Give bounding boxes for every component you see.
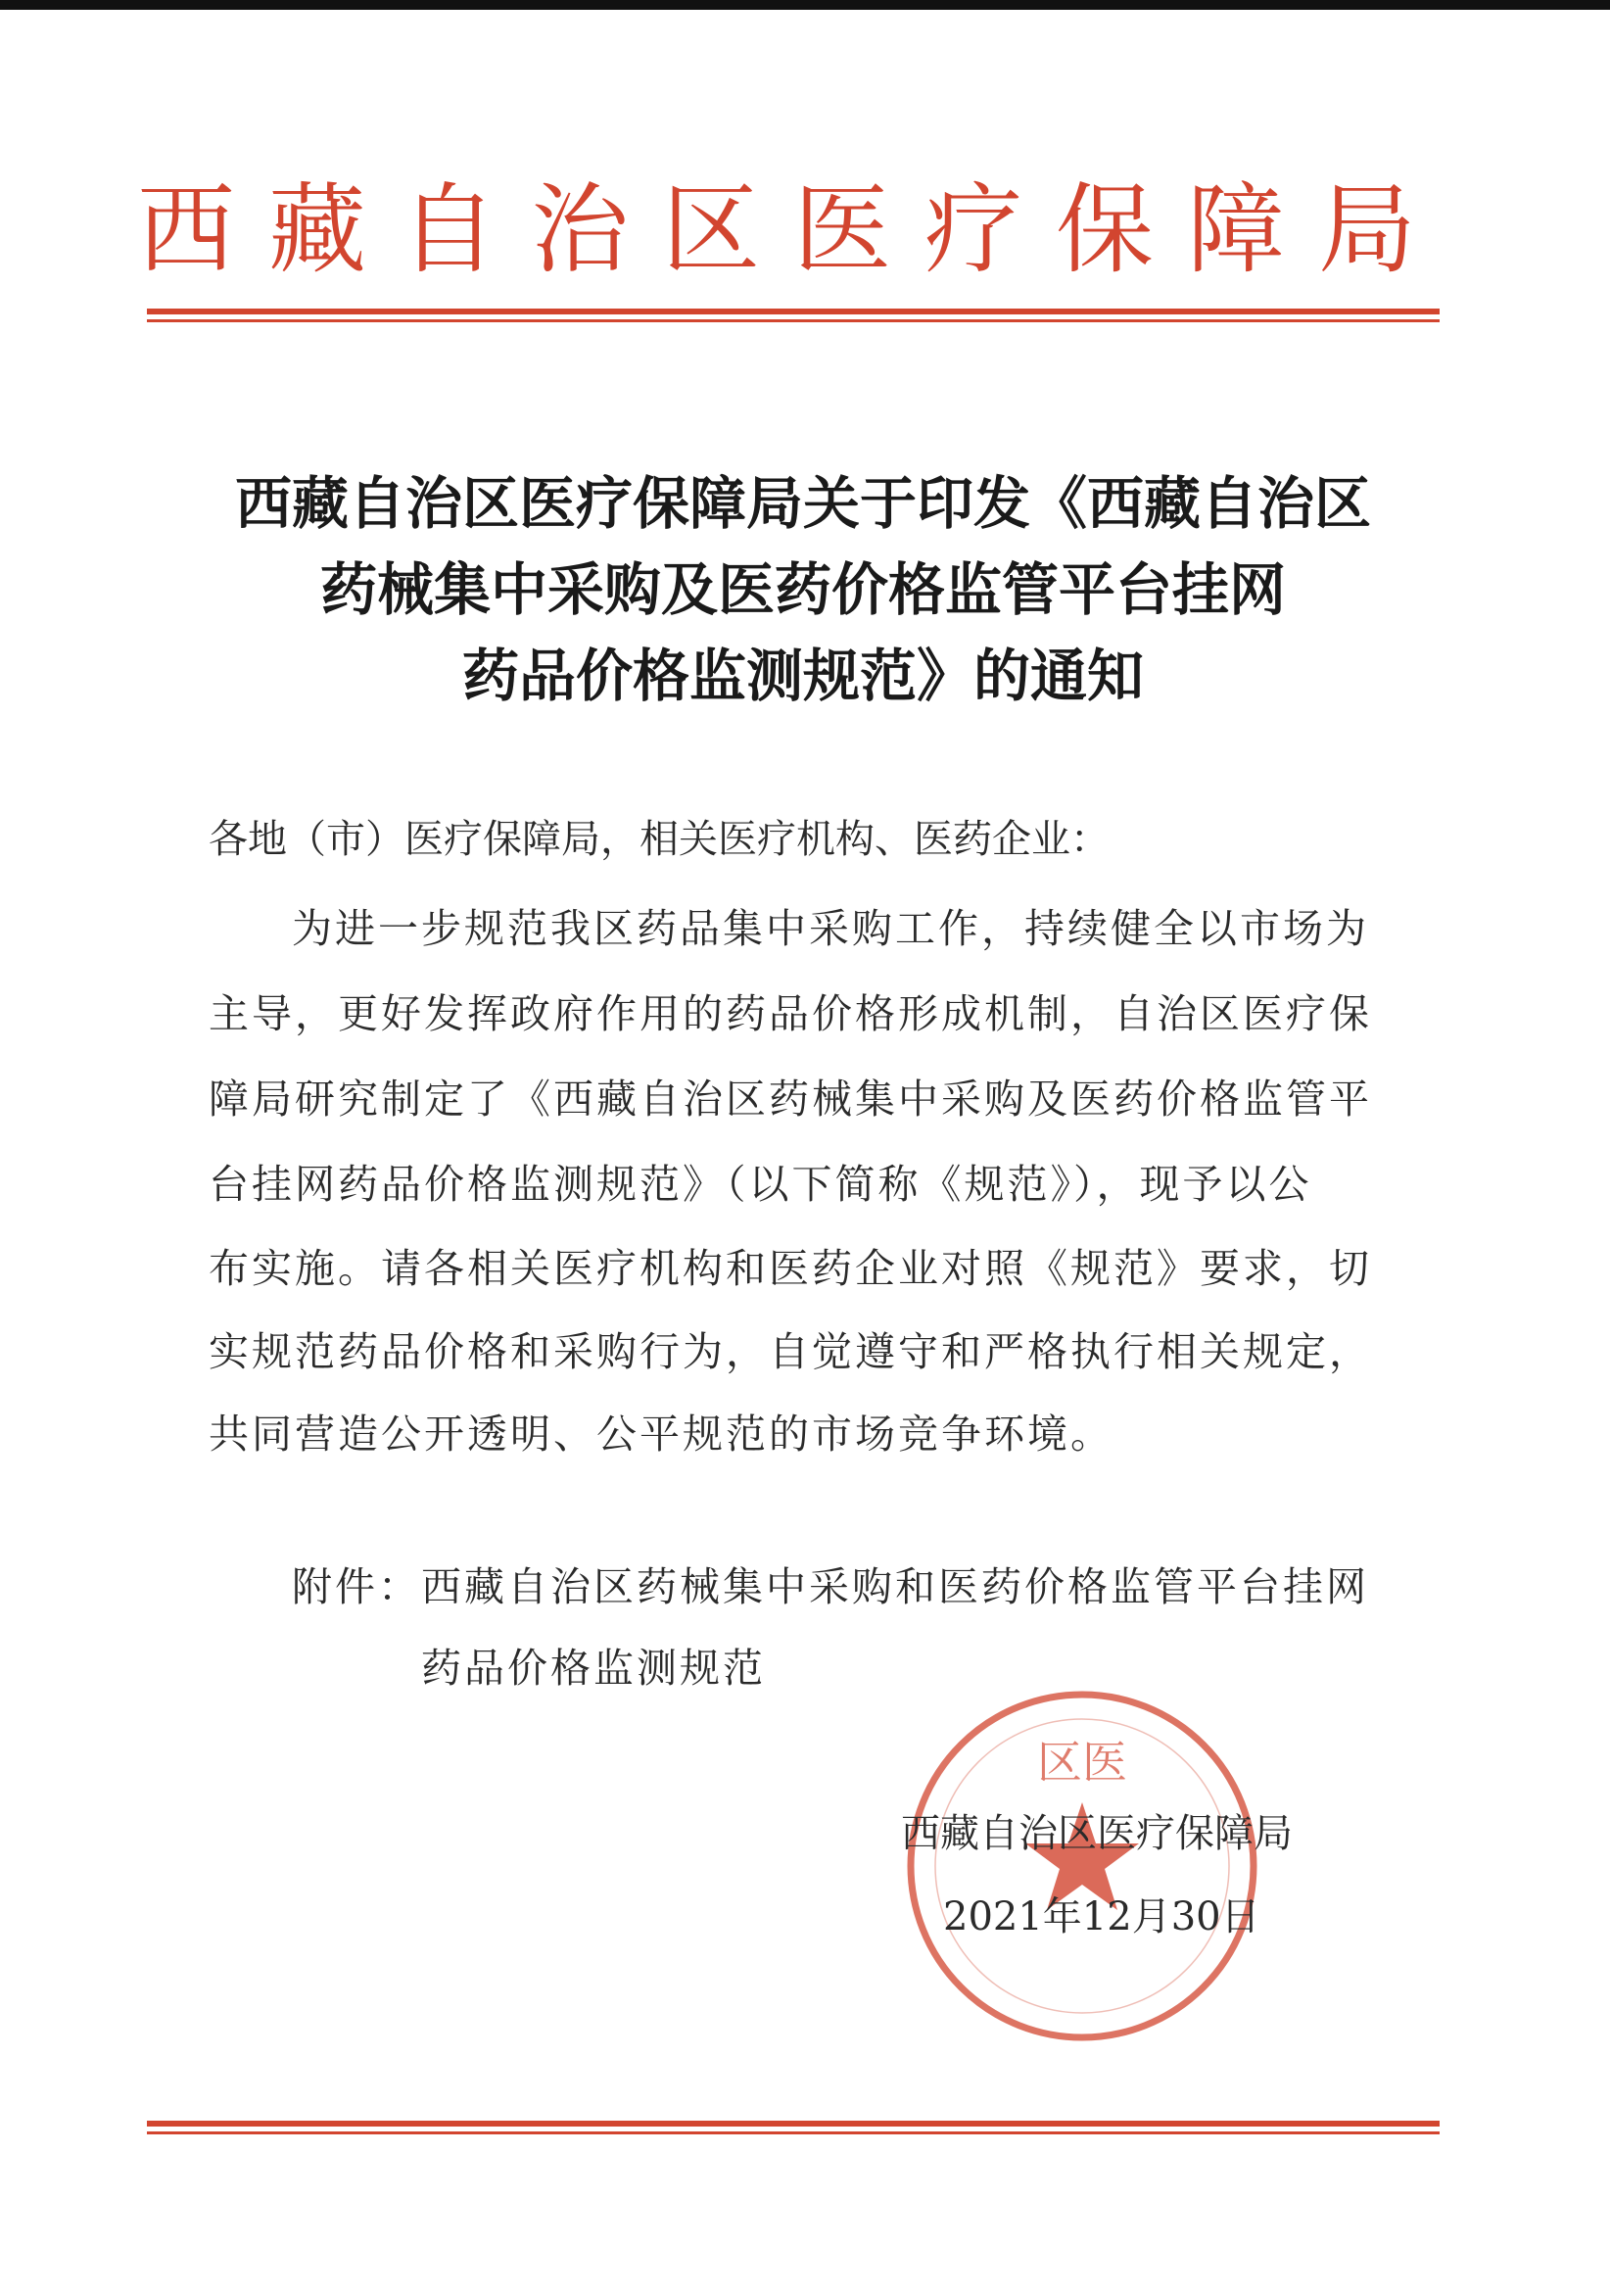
body-paragraph-line: 共同营造公开透明、公平规范的市场竞争环境。 [209,1411,1113,1458]
footer-rule-thick [147,2121,1440,2127]
attachment-line-2: 药品价格监测规范 [421,1645,766,1692]
header-rule-thick [147,309,1440,314]
top-border [0,0,1610,10]
footer-rule-thin [147,2131,1440,2134]
signature-organization: 西藏自治区医疗保障局 [901,1811,1293,1856]
document-title [157,460,1449,719]
addressee: 各地（市）医疗保障局，相关医疗机构、医药企业： [209,817,1110,862]
title-line-2: 药械集中采购及医药价格监管平台挂网 [319,556,1286,623]
body-paragraph-line: 实规范药品价格和采购行为，自觉遵守和严格执行相关规定， [209,1328,1372,1375]
title-line-3: 药品价格监测规范》的通知 [461,643,1144,709]
header-rule-thin [147,319,1440,322]
body-paragraph-line: 为进一步规范我区药品集中采购工作，持续健全以市场为 [292,905,1369,952]
body-paragraph-line: 障局研究制定了《西藏自治区药械集中采购及医药价格监管平 [209,1076,1372,1123]
body-paragraph-line: 台挂网药品价格监测规范》（以下简称《规范》），现予以公 [209,1161,1312,1208]
body-paragraph-line: 主导，更好发挥政府作用的药品价格形成机制，自治区医疗保 [209,990,1372,1037]
seal-text: 区医 [1037,1736,1127,1789]
agency-header: 西藏自治区医疗保障局 [137,172,1449,287]
official-seal [901,1685,1263,2047]
body-paragraph-line: 布实施。请各相关医疗机构和医药企业对照《规范》要求，切 [209,1245,1372,1292]
title-line-1: 西藏自治区医疗保障局关于印发《西藏自治区 [234,470,1371,537]
attachment-line-1: 附件：西藏自治区药械集中采购和医药价格监管平台挂网 [292,1563,1369,1610]
signature-date: 2021年12月30日 [943,1894,1260,1939]
